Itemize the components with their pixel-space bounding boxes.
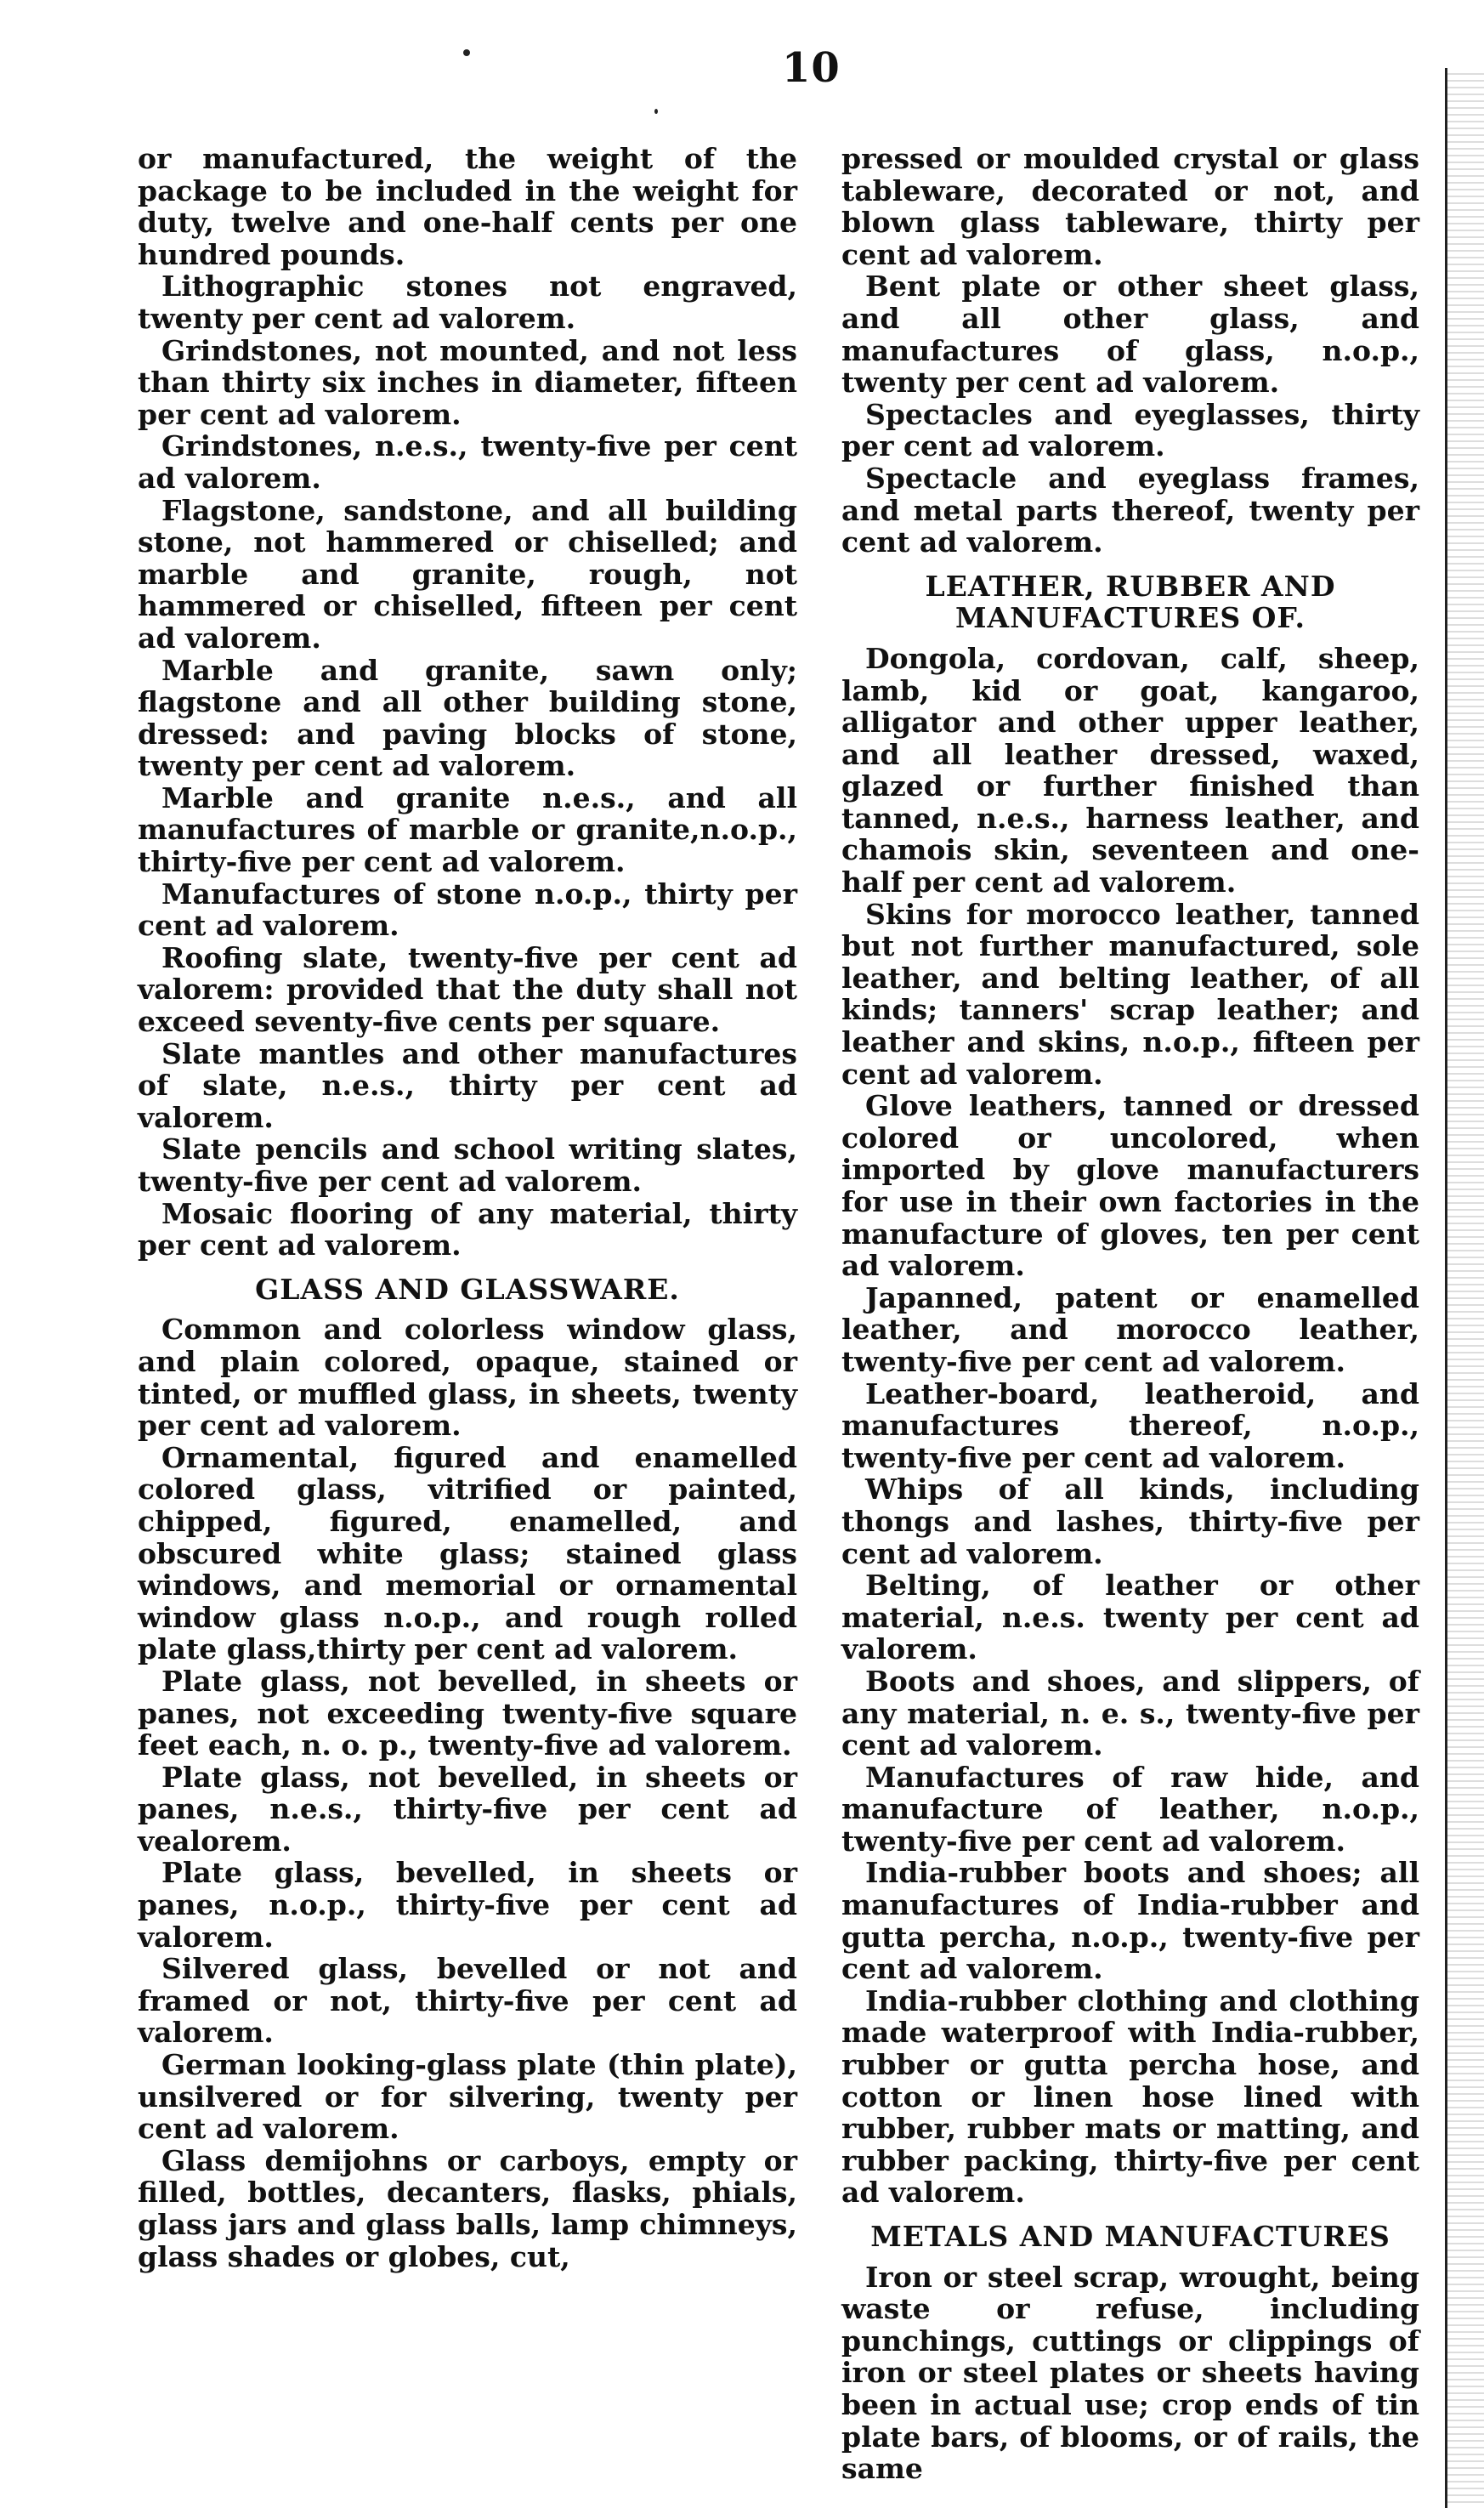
tariff-paragraph: Boots and shoes, and slippers, of any material, n. e. s., twenty-five per cent ad valorem. — [841, 1664, 1419, 1762]
right-column — [841, 142, 1419, 2486]
tariff-paragraph: Spectacles and eyeglasses, thirty per cent ad valorem. — [841, 397, 1419, 463]
tariff-paragraph: Leather-board, leatheroid, and manufactures thereof, n.o.p., twenty-five per cent ad valorem. — [841, 1376, 1419, 1474]
tariff-paragraph: Silvered glass, bevelled or not and framed or not, thirty-five per cent ad valorem. — [138, 1952, 797, 2050]
tariff-paragraph: India-rubber clothing and clothing made waterproof with India-rubber, rubber or gutta percha hose, and cotton or linen hose lined with rubber, rubber mats or matting, and rubber packing, thirty-five per cent ad valorem. — [841, 1983, 1419, 2210]
page-edge-border — [1445, 68, 1484, 2508]
tariff-paragraph: Iron or steel scrap, wrought, being waste or refuse, including punchings, cuttings or clippings of iron or steel plates or sheets having been in actual use; crop ends of tin plate bars, of blooms, or of rails, the same — [841, 2260, 1419, 2486]
tariff-paragraph: Glove leathers, tanned or dressed colored or uncolored, when imported by glove manufacturers for use in their own factories in the manufacture of gloves, ten per cent ad valorem. — [841, 1089, 1419, 1283]
tariff-paragraph: pressed or moulded crystal or glass tableware, decorated or not, and blown glass tableware, thirty per cent ad valorem. — [841, 142, 1419, 271]
tariff-paragraph: Plate glass, not bevelled, in sheets or panes, not exceeding twenty-five square feet each, n. o. p., twenty-five ad valorem. — [138, 1664, 797, 1762]
tariff-paragraph: Ornamental, figured and enamelled colored glass, vitrified or painted, chipped, figured, enamelled, and obscured white glass; stained glass windows, and memorial or ornamental window glass n.o.p., and rough rolled plate glass,thirty per cent ad valorem. — [138, 1440, 797, 1666]
tariff-paragraph: Marble and granite, sawn only; flagstone and all other building stone, dressed: and paving blocks of stone, twenty per cent ad valorem. — [138, 653, 797, 783]
section-heading: METALS AND MANUFACTURES — [870, 2220, 1391, 2253]
ink-speck — [463, 49, 470, 56]
tariff-paragraph: or manufactured, the weight of the package to be included in the weight for duty, twelve and one-half cents per one hundred pounds. — [138, 142, 797, 271]
section-heading: GLASS AND GLASSWARE. — [255, 1272, 680, 1306]
tariff-paragraph: Plate glass, bevelled, in sheets or panes, n.o.p., thirty-five per cent ad valorem. — [138, 1856, 797, 1954]
tariff-paragraph: Grindstones, not mounted, and not less than thirty six inches in diameter, fifteen per cent ad valorem. — [138, 333, 797, 431]
section-heading: LEATHER, RUBBER AND MANUFACTURES OF. — [925, 569, 1336, 635]
tariff-paragraph: Spectacle and eyeglass frames, and metal parts thereof, twenty per cent ad valorem. — [841, 461, 1419, 559]
tariff-paragraph: Common and colorless window glass, and plain colored, opaque, stained or tinted, or muffled glass, in sheets, twenty per cent ad valorem. — [138, 1313, 797, 1443]
tariff-paragraph: Grindstones, n.e.s., twenty-five per cent ad valorem. — [138, 429, 797, 495]
tariff-paragraph: Slate mantles and other manufactures of slate, n.e.s., thirty per cent ad valorem. — [138, 1036, 797, 1134]
tariff-paragraph: Slate pencils and school writing slates, twenty-five per cent ad valorem. — [138, 1132, 797, 1198]
tariff-paragraph: India-rubber boots and shoes; all manufactures of India-rubber and gutta percha, n.o.p., twenty-five per cent ad valorem. — [841, 1856, 1419, 1986]
tariff-paragraph: Flagstone, sandstone, and all building stone, not hammered or chiselled; and marble and granite, rough, not hammered or chiselled, fifteen per cent ad valorem. — [138, 493, 797, 655]
tariff-paragraph: Roofing slate, twenty-five per cent ad valorem: provided that the duty shall not exceed seventy-five cents per square. — [138, 940, 797, 1039]
tariff-paragraph: Whips of all kinds, including thongs and lashes, thirty-five per cent ad valorem. — [841, 1472, 1419, 1570]
tariff-paragraph: Glass demijohns or carboys, empty or filled, bottles, decanters, flasks, phials, glass jars and glass balls, lamp chimneys, glass shades or globes, cut, — [138, 2143, 797, 2273]
page-number: 10 — [782, 44, 841, 92]
tariff-paragraph: Bent plate or other sheet glass, and all other glass, and manufactures of glass, n.o.p., twenty per cent ad valorem. — [841, 270, 1419, 400]
tariff-paragraph: Marble and granite n.e.s., and all manufactures of marble or granite,n.o.p., thirty-five per cent ad valorem. — [138, 780, 797, 879]
tariff-paragraph: Mosaic flooring of any material, thirty per cent ad valorem. — [138, 1196, 797, 1263]
tariff-paragraph: Skins for morocco leather, tanned but not further manufactured, sole leather, and belting leather, of all kinds; tanners' scrap leather; and leather and skins, n.o.p., fifteen per cent ad valorem. — [841, 897, 1419, 1091]
tariff-paragraph: Manufactures of stone n.o.p., thirty per cent ad valorem. — [138, 877, 797, 943]
tariff-paragraph: Belting, of leather or other material, n.e.s. twenty per cent ad valorem. — [841, 1569, 1419, 1666]
tariff-paragraph: Lithographic stones not engraved, twenty per cent ad valorem. — [138, 270, 797, 335]
tariff-paragraph: Dongola, cordovan, calf, sheep, lamb, kid or goat, kangaroo, alligator and other upper leather, and all leather dressed, waxed, glazed or further finished than tanned, n.e.s., harness leather, and chamois skin, seventeen and one-half per cent ad valorem. — [841, 641, 1419, 899]
ink-speck — [654, 109, 658, 114]
left-column — [138, 143, 797, 2273]
tariff-paragraph: Plate glass, not bevelled, in sheets or panes, n.e.s., thirty-five per cent ad vealorem. — [138, 1760, 797, 1858]
tariff-paragraph: Manufactures of raw hide, and manufacture of leather, n.o.p., twenty-five per cent ad valorem. — [841, 1760, 1419, 1858]
tariff-paragraph: German looking-glass plate (thin plate), unsilvered or for silvering, twenty per cent ad valorem. — [138, 2048, 797, 2146]
tariff-paragraph: Japanned, patent or enamelled leather, and morocco leather, twenty-five per cent ad valorem. — [841, 1280, 1419, 1378]
